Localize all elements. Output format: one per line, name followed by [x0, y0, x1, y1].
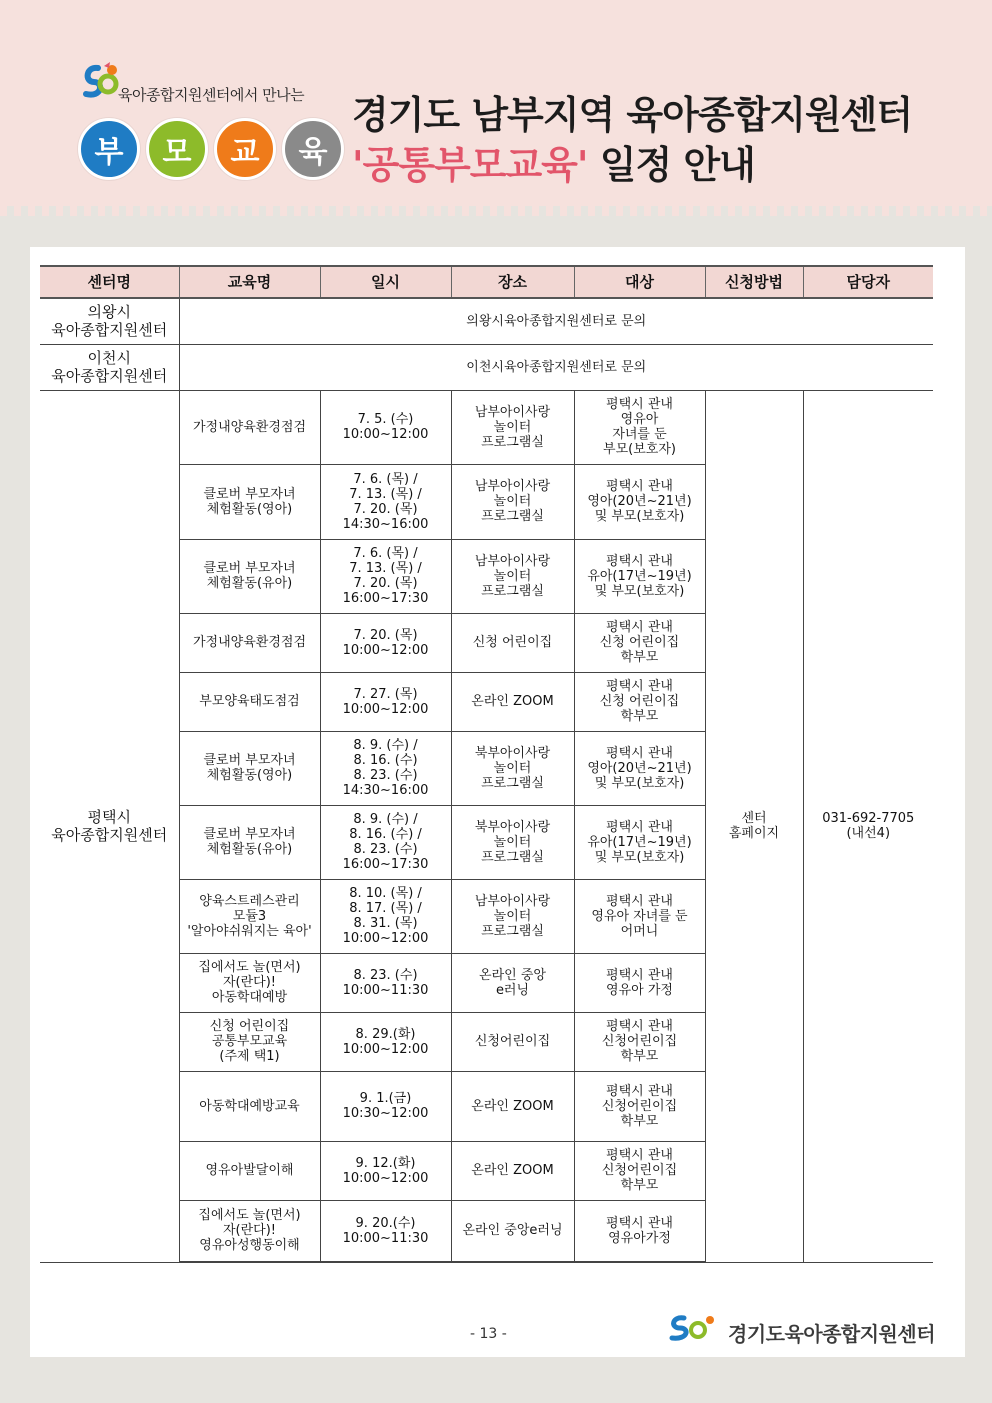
header-contact: 담당자 [803, 266, 933, 298]
cell-line: 영유아 [620, 412, 659, 427]
cell-line: 유아(17년~19년) [587, 834, 692, 850]
cell-line: 신청어린이집 [474, 1034, 551, 1049]
cell-line: 프로그램실 [481, 509, 544, 524]
program-cell [179, 1071, 320, 1141]
program-cell [179, 613, 320, 672]
cell-line: 영유아가정 [608, 1230, 671, 1246]
target-cell [574, 1012, 705, 1071]
cell-line: 학부모 [620, 1113, 659, 1129]
cell-line: 체험활동(유아) [206, 842, 293, 857]
cell-line: 남부아이사랑 [474, 553, 551, 569]
target-cell [574, 539, 705, 613]
program-cell [179, 464, 320, 539]
cell-line: 체험활동(유아) [206, 576, 293, 591]
cell-line: 자녀를 둔 [612, 427, 667, 442]
circle-yuk: 육 [282, 118, 344, 180]
datetime-cell [320, 879, 451, 953]
cell-line: 영유아 가정 [606, 982, 673, 998]
cell-line: 학부모 [620, 650, 659, 665]
cell-line: 평택시 [87, 808, 131, 826]
cell-line: 및 부모(보호자) [594, 849, 685, 865]
cell-line: 센터 [741, 811, 767, 826]
cell-line: 10:00~11:30 [342, 982, 429, 998]
cell-line: 영유아발달이해 [205, 1163, 294, 1178]
schedule-table [40, 265, 933, 1263]
cell-line: 10:00~11:30 [342, 1230, 429, 1246]
place-cell [451, 390, 574, 464]
cell-line: 프로그램실 [481, 775, 544, 791]
target-cell [574, 1071, 705, 1141]
cell-line: 8. 9. (수) / [353, 738, 418, 753]
datetime-cell [320, 613, 451, 672]
datetime-cell [320, 1012, 451, 1071]
target-cell [574, 879, 705, 953]
datetime-cell [320, 1200, 451, 1262]
program-cell [179, 1012, 320, 1071]
cell-line: 7. 20. (목) [353, 576, 418, 591]
cell-line: 자(란다)! [222, 975, 277, 990]
cell-line: 8. 29.(화) [355, 1026, 416, 1042]
datetime-cell [320, 953, 451, 1012]
table-row-icheon [40, 344, 933, 390]
cell-line: 평택시 관내 [606, 1215, 673, 1231]
cell-line: 부모양육태도점검 [199, 694, 300, 709]
cell-line: 학부모 [620, 1049, 659, 1064]
footer-org-name: 경기도육아종합지원센터 [728, 1322, 936, 1346]
cell-line: 양육스트레스관리 [199, 893, 300, 909]
cell-line: 클로버 부모자녀 [203, 486, 296, 502]
footer-logo-icon [666, 1312, 722, 1344]
target-cell [574, 1200, 705, 1262]
cell-line: 아동학대예방 [211, 990, 288, 1005]
program-cell [179, 1200, 320, 1262]
cell-line: 7. 27. (목) [353, 686, 418, 702]
cell-line: 평택시 관내 [606, 479, 673, 494]
cell-line: 8. 16. (수) / [349, 827, 422, 842]
program-cell [179, 879, 320, 953]
place-cell [451, 879, 574, 953]
cell-line: 영유아성행동이해 [199, 1238, 300, 1254]
cell-line: 16:00~17:30 [342, 591, 429, 606]
parent-education-circles [78, 118, 344, 180]
place-cell [451, 1141, 574, 1200]
cell-line: 온라인 ZOOM [471, 694, 554, 709]
cell-line: 평택시 관내 [606, 553, 673, 569]
cell-line: 클로버 부모자녀 [203, 753, 296, 768]
cell-line: 10:00~12:00 [342, 701, 429, 717]
cell-line: 8. 9. (수) / [353, 812, 418, 827]
place-cell [451, 539, 574, 613]
cell-line: 7. 6. (목) / [353, 471, 418, 487]
page-title-line2 [352, 134, 755, 189]
target-cell [574, 953, 705, 1012]
datetime-cell [320, 805, 451, 879]
title-accent: '공통부모교육' [352, 143, 588, 187]
cell-line: 놀이터 [493, 908, 532, 924]
program-cell [179, 390, 320, 464]
cell-line: 프로그램실 [481, 583, 544, 599]
cell-line: 남부아이사랑 [474, 479, 551, 494]
cell-line: 평택시 관내 [606, 893, 673, 909]
cell-line: 온라인 중앙e러닝 [462, 1223, 563, 1239]
header-method: 신청방법 [705, 266, 803, 298]
cell-line: 9. 20.(수) [355, 1215, 416, 1231]
target-cell [574, 464, 705, 539]
center-line: 육아종합지원센터 [51, 367, 168, 385]
cell-line: 육아종합지원센터 [51, 826, 168, 844]
cell-line: (내선4) [846, 826, 891, 841]
cell-line: 10:00~12:00 [342, 931, 429, 946]
place-cell [451, 805, 574, 879]
cell-line: 14:30~16:00 [342, 516, 429, 532]
cell-line: 프로그램실 [481, 923, 544, 939]
cell-line: 유아(17년~19년) [587, 568, 692, 584]
cell-line: 가정내양육환경점검 [192, 419, 307, 435]
table-row [40, 390, 933, 464]
circle-gyo: 교 [214, 118, 276, 180]
place-cell [451, 1200, 574, 1262]
page-number: - 13 - [470, 1326, 507, 1342]
cell-line: 놀이터 [493, 760, 532, 776]
cell-line: 체험활동(영아) [206, 501, 293, 517]
cell-line: 10:00~12:00 [342, 642, 429, 658]
header-target: 대상 [574, 266, 705, 298]
cell-line: 8. 10. (목) / [349, 886, 422, 901]
cell-line: 가정내양육환경점검 [192, 635, 307, 650]
target-cell [574, 1141, 705, 1200]
cell-line: 신청어린이집 [601, 1034, 678, 1049]
datetime-cell [320, 390, 451, 464]
org-logo-icon [78, 60, 122, 104]
cell-line: 아동학대예방교육 [199, 1098, 300, 1114]
cell-line: 8. 17. (목) / [349, 901, 422, 916]
cell-line: 및 부모(보호자) [594, 775, 685, 791]
place-cell [451, 672, 574, 731]
header-zigzag-divider [0, 206, 992, 216]
cell-line: 모듈3 [232, 908, 267, 924]
header-center: 센터명 [40, 266, 179, 298]
cell-line: 놀이터 [493, 494, 532, 509]
cell-line: 10:00~12:00 [342, 1041, 429, 1057]
cell-line: 평택시 관내 [606, 397, 673, 412]
cell-line: 14:30~16:00 [342, 783, 429, 798]
cell-line: 7. 5. (수) [357, 412, 414, 427]
cell-line: 영유아 자녀를 둔 [591, 908, 688, 924]
cell-line: 8. 31. (목) [353, 916, 418, 931]
cell-line: 학부모 [620, 709, 659, 724]
header-subtitle: 육아종합지원센터에서 만나는 [118, 86, 305, 104]
center-line: 이천시 [87, 349, 131, 367]
cell-line: 10:00~12:00 [342, 1170, 429, 1186]
datetime-cell [320, 1071, 451, 1141]
cell-line: 부모(보호자) [603, 442, 676, 457]
table-header-row [40, 266, 933, 298]
datetime-cell [320, 539, 451, 613]
cell-line: 평택시 관내 [606, 620, 673, 635]
page-title-line1: 경기도 남부지역 육아종합지원센터 [352, 93, 913, 137]
cell-line: 8. 16. (수) [353, 753, 418, 768]
target-cell [574, 613, 705, 672]
cell-line: 10:00~12:00 [342, 427, 429, 442]
cell-line: 클로버 부모자녀 [203, 827, 296, 842]
cell-line: 집에서도 놀(면서) [198, 1208, 301, 1224]
cell-line: 8. 23. (수) [353, 842, 418, 857]
cell-line: 자(란다)! [222, 1223, 277, 1239]
cell-line: 평택시 관내 [606, 1019, 673, 1034]
cell-line: 7. 13. (목) / [349, 561, 422, 576]
cell-line: 체험활동(영아) [206, 768, 293, 783]
cell-line: 031-692-7705 [822, 811, 915, 826]
center-cell-uiwang [40, 298, 179, 344]
program-cell [179, 953, 320, 1012]
header-program: 교육명 [179, 266, 320, 298]
place-cell [451, 953, 574, 1012]
cell-line: 신청 어린이집 [209, 1019, 290, 1034]
place-cell [451, 613, 574, 672]
header-place: 장소 [451, 266, 574, 298]
place-cell [451, 1071, 574, 1141]
cell-line: 어머니 [620, 923, 659, 939]
cell-line: '알아야쉬워지는 육아' [187, 923, 312, 939]
cell-line: 16:00~17:30 [342, 857, 429, 872]
cell-line: 프로그램실 [481, 849, 544, 865]
cell-line: 평택시 관내 [606, 819, 673, 835]
cell-line: 평택시 관내 [606, 967, 673, 983]
cell-line: 남부아이사랑 [474, 404, 551, 420]
center-line: 육아종합지원센터 [51, 321, 168, 340]
datetime-cell [320, 672, 451, 731]
center-cell-icheon [40, 344, 179, 390]
cell-line: 7. 20. (목) [353, 501, 418, 517]
cell-line: 온라인 중앙 [479, 967, 546, 983]
program-cell [179, 731, 320, 805]
cell-line: 평택시 관내 [606, 679, 673, 694]
cell-line: 영아(20년~21년) [587, 494, 692, 509]
program-cell [179, 539, 320, 613]
uiwang-note: 의왕시육아종합지원센터로 문의 [179, 298, 933, 344]
cell-line: 온라인 ZOOM [471, 1163, 554, 1178]
contact-cell [803, 390, 933, 1262]
program-cell [179, 1141, 320, 1200]
target-cell [574, 390, 705, 464]
cell-line: 놀이터 [493, 568, 532, 584]
title-rest: 일정 안내 [587, 143, 755, 187]
cell-line: 8. 23. (수) [353, 768, 418, 783]
target-cell [574, 805, 705, 879]
cell-line: 북부아이사랑 [474, 819, 551, 835]
cell-line: 놀이터 [493, 419, 532, 435]
header-datetime: 일시 [320, 266, 451, 298]
target-cell [574, 731, 705, 805]
cell-line: 9. 12.(화) [355, 1155, 416, 1171]
cell-line: 7. 6. (목) / [353, 546, 418, 561]
cell-line: 7. 13. (목) / [349, 486, 422, 502]
circle-bu: 부 [78, 118, 140, 180]
cell-line: 평택시 관내 [606, 1083, 673, 1099]
cell-line: 집에서도 놀(면서) [198, 960, 301, 975]
datetime-cell [320, 731, 451, 805]
icheon-note: 이천시육아종합지원센터로 문의 [179, 344, 933, 390]
cell-line: 홈페이지 [728, 826, 780, 841]
place-cell [451, 1012, 574, 1071]
cell-line: 프로그램실 [481, 434, 544, 450]
cell-line: 영아(20년~21년) [587, 760, 692, 776]
cell-line: 공통부모교육 [211, 1034, 288, 1049]
cell-line: 및 부모(보호자) [594, 509, 685, 524]
cell-line: 남부아이사랑 [474, 893, 551, 909]
circle-mo: 모 [146, 118, 208, 180]
cell-line: 놀이터 [493, 834, 532, 850]
cell-line: 평택시 관내 [606, 1148, 673, 1163]
cell-line: 신청어린이집 [601, 1163, 678, 1178]
place-cell [451, 464, 574, 539]
table-row-uiwang [40, 298, 933, 344]
datetime-cell [320, 464, 451, 539]
center-line: 의왕시 [87, 303, 131, 322]
cell-line: 신청어린이집 [601, 1098, 678, 1114]
place-cell [451, 731, 574, 805]
cell-line: 평택시 관내 [606, 745, 673, 761]
cell-line: 신청 어린이집 [472, 635, 553, 650]
program-cell [179, 672, 320, 731]
cell-line: e러닝 [495, 982, 530, 998]
cell-line: 신청 어린이집 [599, 694, 680, 709]
document-page [30, 247, 965, 1357]
center-cell-pyeongtaek [40, 390, 179, 1262]
target-cell [574, 672, 705, 731]
datetime-cell [320, 1141, 451, 1200]
cell-line: 신청 어린이집 [599, 635, 680, 650]
cell-line: 클로버 부모자녀 [203, 561, 296, 576]
method-cell [705, 390, 803, 1262]
cell-line: 9. 1.(금) [359, 1091, 412, 1106]
cell-line: (주제 택1) [219, 1049, 280, 1064]
cell-line: 온라인 ZOOM [471, 1098, 554, 1114]
cell-line: 8. 23. (수) [353, 967, 418, 983]
cell-line: 북부아이사랑 [474, 745, 551, 761]
cell-line: 7. 20. (목) [353, 627, 418, 643]
cell-line: 10:30~12:00 [342, 1106, 429, 1121]
cell-line: 및 부모(보호자) [594, 583, 685, 599]
cell-line: 학부모 [620, 1178, 659, 1193]
program-cell [179, 805, 320, 879]
